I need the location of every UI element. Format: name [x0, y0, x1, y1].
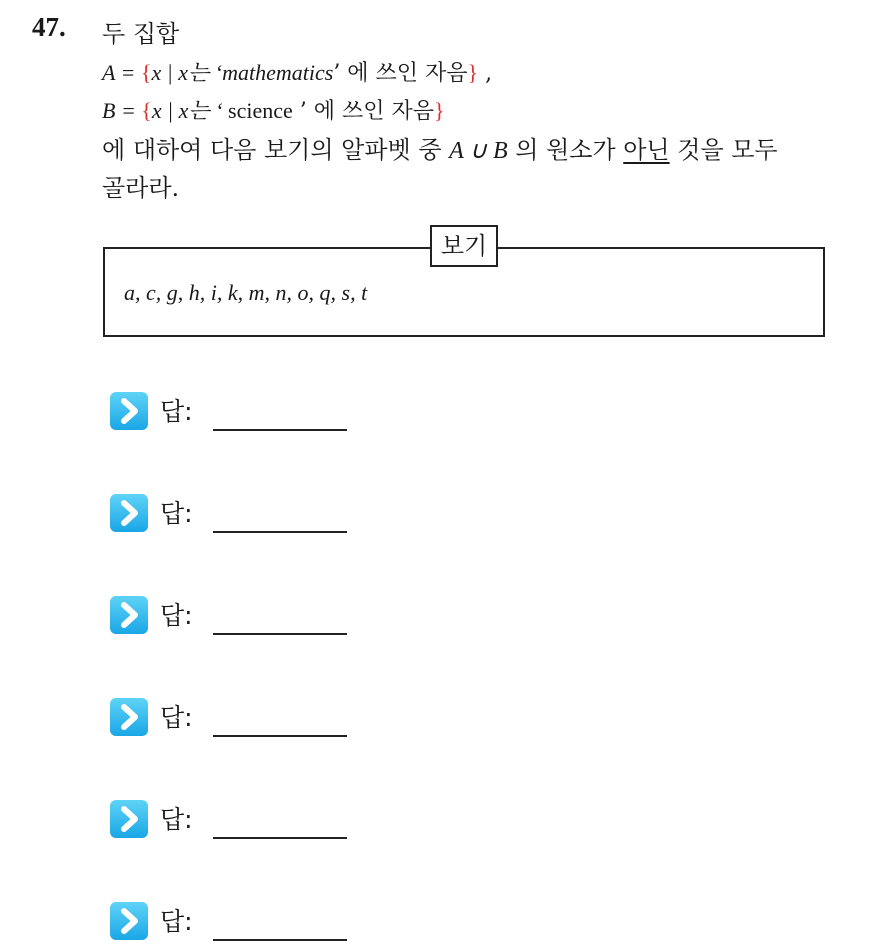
answer-row-5: [110, 800, 370, 840]
answer-blank[interactable]: [213, 429, 347, 431]
body-pre: 에 대하여 다음 보기의 알파벳 중: [102, 136, 450, 164]
emphasis-not: 아닌: [623, 136, 670, 164]
body-post: 것을 모두: [669, 136, 778, 164]
set-b-definition: [102, 94, 445, 125]
answer-label: 답:: [160, 397, 193, 426]
bogi-items: a, c, g, h, i, k, m, n, o, q, s, t: [124, 280, 368, 305]
chevron-right-icon: [110, 494, 148, 532]
answer-row-2: [110, 494, 370, 534]
question-number: 47.: [32, 12, 66, 42]
question-body-line-1: [102, 130, 778, 165]
chevron-right-icon: [110, 596, 148, 634]
answer-row-6: [110, 902, 370, 942]
answer-label: 답:: [160, 907, 193, 936]
set-b-word: science: [228, 98, 293, 123]
set-a-definition: [102, 56, 492, 87]
answer-label: 답:: [160, 703, 193, 732]
set-a-trail: ,: [478, 61, 493, 86]
set-b-open-brace: {: [141, 98, 152, 123]
chevron-right-icon: [110, 392, 148, 430]
answer-label: 답:: [160, 499, 193, 528]
set-b-builder: x | x는 ‘: [151, 98, 229, 123]
body-mid: 의 원소가: [507, 136, 624, 164]
answer-blank[interactable]: [213, 735, 347, 737]
answer-blank[interactable]: [213, 939, 347, 941]
set-b-after: ’ 에 쓰인 자음: [292, 99, 434, 124]
set-b-close-brace: }: [433, 98, 445, 123]
answer-label: 답:: [160, 805, 193, 834]
set-a-close-brace: }: [467, 60, 479, 85]
union-expression: A ∪ B: [449, 138, 508, 164]
bogi-label: 보기: [430, 225, 498, 267]
chevron-right-icon: [110, 800, 148, 838]
chevron-right-icon: [110, 698, 148, 736]
answer-row-3: [110, 596, 370, 636]
answer-row-4: [110, 698, 370, 738]
answer-label: 답:: [160, 601, 193, 630]
set-a-word: mathematics: [222, 60, 334, 85]
chevron-right-icon: [110, 902, 148, 940]
set-a-builder: x | x는 ‘: [151, 60, 223, 85]
set-a-after: ’ 에 쓰인 자음: [333, 61, 468, 86]
set-a-open-brace: {: [140, 60, 152, 85]
question-title: 두 집합: [102, 20, 180, 48]
question-body-line-2: 골라라.: [102, 174, 180, 202]
set-a-lhs: A =: [102, 60, 141, 85]
answer-blank[interactable]: [213, 531, 347, 533]
set-b-lhs: B =: [102, 98, 142, 123]
answer-row-1: [110, 392, 370, 432]
answer-blank[interactable]: [213, 633, 347, 635]
answer-blank[interactable]: [213, 837, 347, 839]
